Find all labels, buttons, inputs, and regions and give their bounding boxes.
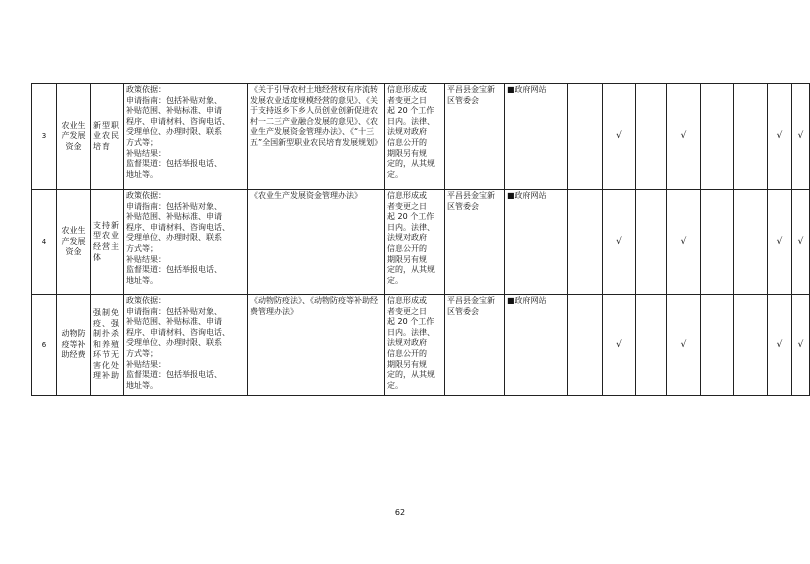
check-cell: √ (603, 84, 636, 190)
content-line: 申请指南：包括补贴对象、 (126, 95, 222, 105)
check-cell (734, 190, 768, 295)
check-cell (568, 84, 603, 190)
table-row (32, 84, 810, 190)
timing-line: 信息形成或 (387, 296, 427, 305)
timing-line: 者变更之日 (387, 95, 427, 105)
timing-line: 法规对政府 (387, 127, 427, 137)
check-cell (636, 84, 667, 190)
check-cell: √ (792, 84, 810, 190)
row-number: 3 (32, 84, 57, 190)
table-row (32, 190, 810, 295)
content-line: 补贴结果： (126, 148, 166, 158)
timing-line: 日内。法律、 (387, 222, 435, 232)
timing-line: 日内。法律、 (387, 116, 435, 126)
timing-line: 起 20 个工作 (387, 212, 435, 222)
check-cell: √ (667, 295, 701, 396)
content-line: 受理单位、办理时限、联系 (126, 233, 222, 243)
content-line: 地址等。 (126, 169, 158, 179)
content-cell (124, 190, 248, 295)
table-row (32, 295, 810, 396)
check-cell: √ (792, 295, 810, 396)
timing-line: 日内。法律、 (387, 327, 435, 337)
content-line: 程序、申请材料、咨询电话、 (126, 116, 230, 126)
check-cell: √ (768, 190, 792, 295)
content-line: 地址等。 (126, 380, 158, 390)
channel-cell: ■政府网站 (505, 84, 568, 190)
content-line: 补贴结果： (126, 254, 166, 264)
timing-line: 法规对政府 (387, 233, 427, 243)
category-cell: 农业生产发展资金 (57, 84, 91, 190)
page-number: 62 (394, 508, 406, 517)
item-cell: 新型职业农民培育 (91, 84, 124, 190)
content-line: 补贴范围、补贴标准、申请 (126, 106, 222, 116)
timing-line: 者变更之日 (387, 306, 427, 316)
timing-line: 定的，从其规 (387, 159, 435, 169)
timing-line: 定的，从其规 (387, 370, 435, 380)
timing-line: 期限另有规 (387, 254, 427, 264)
timing-line: 信息形成或 (387, 191, 427, 200)
check-cell: √ (603, 190, 636, 295)
timing-cell (385, 295, 445, 396)
channel-cell: ■政府网站 (505, 190, 568, 295)
check-cell (701, 295, 734, 396)
timing-line: 定。 (387, 275, 403, 285)
check-cell (568, 190, 603, 295)
check-cell (734, 295, 768, 396)
content-line: 监督渠道：包括举报电话、 (126, 370, 222, 380)
check-cell (734, 84, 768, 190)
content-line: 政策依据： (126, 296, 166, 305)
timing-line: 定。 (387, 169, 403, 179)
content-line: 补贴范围、补贴标准、申请 (126, 212, 222, 222)
category-cell: 农业生产发展资金 (57, 190, 91, 295)
content-line: 方式等； (126, 348, 158, 358)
content-line: 监督渠道：包括举报电话、 (126, 265, 222, 275)
content-line: 政策依据： (126, 191, 166, 200)
check-cell: √ (768, 84, 792, 190)
timing-line: 起 20 个工作 (387, 317, 435, 327)
row-number: 6 (32, 295, 57, 396)
timing-line: 信息公开的 (387, 137, 427, 147)
content-line: 受理单位、办理时限、联系 (126, 338, 222, 348)
check-cell (636, 190, 667, 295)
timing-cell (385, 190, 445, 295)
basis-cell: 《农业生产发展资金管理办法》 (248, 190, 385, 295)
content-cell (124, 295, 248, 396)
content-line: 受理单位、办理时限、联系 (126, 127, 222, 137)
content-line: 政策依据： (126, 85, 166, 94)
check-cell: √ (768, 295, 792, 396)
category-cell: 动物防疫等补助经费 (57, 295, 91, 396)
content-line: 申请指南：包括补贴对象、 (126, 306, 222, 316)
check-cell (568, 295, 603, 396)
check-cell (636, 295, 667, 396)
content-line: 方式等； (126, 243, 158, 253)
timing-cell (385, 84, 445, 190)
basis-cell: 《动物防疫法》、《动物防疫等补助经费管理办法》 (248, 295, 385, 396)
check-cell (701, 190, 734, 295)
content-line: 补贴结果： (126, 359, 166, 369)
disclosure-table (31, 83, 810, 396)
timing-line: 期限另有规 (387, 359, 427, 369)
check-cell: √ (792, 190, 810, 295)
timing-line: 信息公开的 (387, 243, 427, 253)
timing-line: 信息公开的 (387, 348, 427, 358)
item-cell: 强制免疫、强制扑杀和养殖环节无害化处理补助 (91, 295, 124, 396)
content-line: 补贴范围、补贴标准、申请 (126, 317, 222, 327)
content-line: 申请指南：包括补贴对象、 (126, 201, 222, 211)
content-cell (124, 84, 248, 190)
subject-cell: 平昌县金宝新区管委会 (445, 295, 505, 396)
content-line: 监督渠道：包括举报电话、 (126, 159, 222, 169)
basis-cell: 《关于引导农村土地经营权有序流转发展农业适度规模经营的意见》、《关于支持返乡下乡人员创业创新促进农村一二三产业融合发展的意见》、《农业生产发展资金管理办法》、《“十三五”全国新型职业农民培育发展规划》 (248, 84, 385, 190)
row-number: 4 (32, 190, 57, 295)
content-line: 程序、申请材料、咨询电话、 (126, 327, 230, 337)
item-cell: 支持新型农业经营主体 (91, 190, 124, 295)
check-cell: √ (667, 84, 701, 190)
content-line: 地址等。 (126, 275, 158, 285)
check-cell (701, 84, 734, 190)
timing-line: 起 20 个工作 (387, 106, 435, 116)
timing-line: 定。 (387, 380, 403, 390)
timing-line: 定的，从其规 (387, 265, 435, 275)
subject-cell: 平昌县金宝新区管委会 (445, 190, 505, 295)
timing-line: 期限另有规 (387, 148, 427, 158)
content-line: 方式等； (126, 137, 158, 147)
check-cell: √ (667, 190, 701, 295)
timing-line: 信息形成或 (387, 85, 427, 94)
timing-line: 者变更之日 (387, 201, 427, 211)
content-line: 程序、申请材料、咨询电话、 (126, 222, 230, 232)
check-cell: √ (603, 295, 636, 396)
channel-cell: ■政府网站 (505, 295, 568, 396)
timing-line: 法规对政府 (387, 338, 427, 348)
subject-cell: 平昌县金宝新区管委会 (445, 84, 505, 190)
